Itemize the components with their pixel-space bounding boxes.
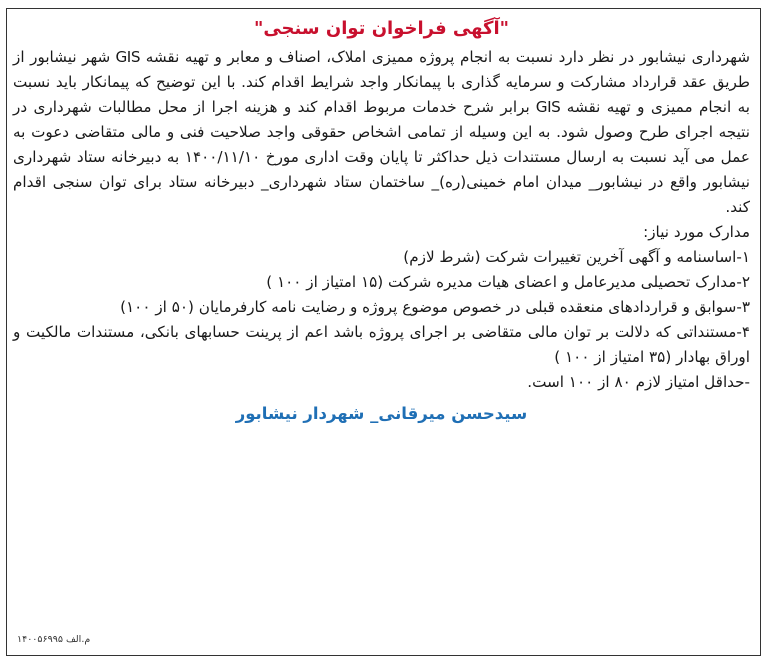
notice-title: "آگهی فراخوان توان سنجی" xyxy=(253,18,510,39)
notice-document xyxy=(13,15,750,651)
signature: سیدحسن میرقانی_ شهردار نیشابور xyxy=(235,404,528,423)
document-item-2: ۲-مدارک تحصیلی مدیرعامل و اعضای هیات مدیره شرکت (۱۵ امتیاز از ۱۰۰ ) xyxy=(266,273,750,291)
document-item-4: ۴-مستنداتی که دلالت بر توان مالی متقاضی بر اجرای پروژه باشد اعم از پرینت حسابهای بانکی، مستندات مالکیت و اوراق بهادار (۳۵ امتیاز از ۱۰۰ ) xyxy=(13,323,750,366)
publication-code: م.الف ۱۴۰۰۵۶۹۹۵ xyxy=(17,634,91,645)
document-item-1: ۱-اساسنامه و آگهی آخرین تغییرات شرکت (شرط لازم) xyxy=(403,248,750,266)
document-item-3: ۳-سوابق و قراردادهای منعقده قبلی در خصوص موضوع پروژه و رضایت نامه کارفرمایان (۵۰ از ۱۰۰) xyxy=(120,298,750,316)
notice-frame xyxy=(6,8,761,656)
notice-body: شهرداری نیشابور در نظر دارد نسبت به انجام پروژه ممیزی املاک، اصناف و معابر و تهیه نقشه GIS شهر نیشابور از طریق عقد قرارداد مشارکت و سرمایه گذاری با پیمانکار واجد شرایط اقدام کند. با این توضیح که پیمانکار باید نسبت به انجام ممیزی و تهیه نقشه GIS برابر شرح خدمات مربوط اقدام کند و هزینه اجرا از محل مطالبات شهرداری در نتیجه اجرای طرح وصول شود. به این وسیله از تمامی اشخاص حقوقی واجد صلاحیت فنی و مالی متقاضی دعوت به عمل می آید نسبت به ارسال مستندات ذیل حداکثر تا پایان وقت اداری مورخ ۱۴۰۰/۱۱/۱۰ به دبیرخانه ستاد شهرداری نیشابور واقع در نیشابور_ میدان امام خمینی(ره)_ ساختمان ستاد شهرداری_ دبیرخانه ستاد برای توان سنجی اقدام کند. xyxy=(13,48,750,216)
minimum-score-note: -حداقل امتیاز لازم ۸۰ از ۱۰۰ است. xyxy=(527,373,750,391)
documents-list xyxy=(13,245,750,370)
documents-heading: مدارک مورد نیاز: xyxy=(643,223,750,241)
